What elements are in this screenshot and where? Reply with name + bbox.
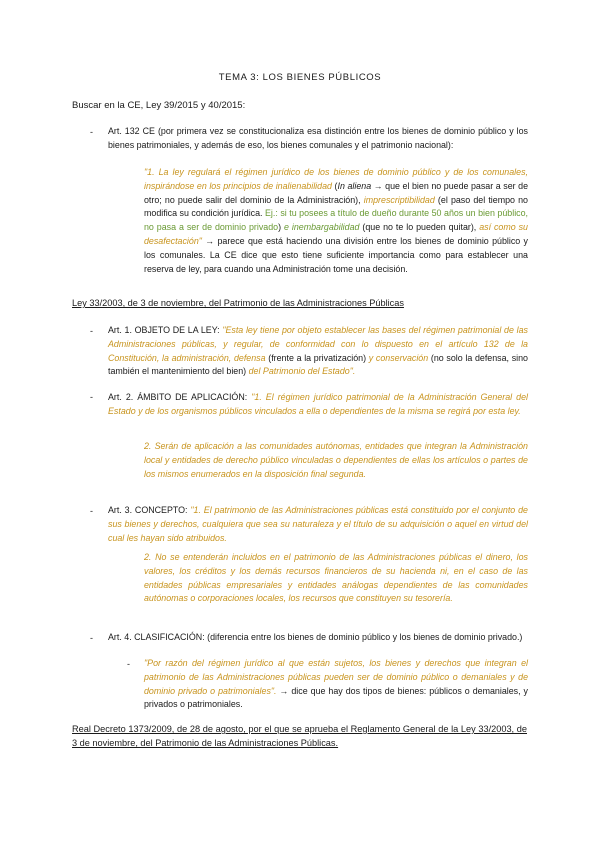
art2-quote-2: 2. Serán de aplicación a las comunidades autónomas, entidades que integran la Administración local y entidades de derecho público vinculadas o dependientes de ellas los artículos o partes de los mismos enumerados en la disposición final segunda. bbox=[144, 441, 528, 479]
art4-text bbox=[144, 657, 528, 712]
art3-label: Art. 3. CONCEPTO: bbox=[108, 505, 191, 515]
art3-quote-1: "1. El patrimonio de las Administraciones públicas está constituido por el conjunto de sus bienes y derechos, cualquiera que sea su naturaleza y el título de su adquisición o aquel en virtud del cual les hayan sido atribuidos. bbox=[108, 505, 528, 543]
list-bullet: - bbox=[90, 633, 93, 643]
art132-quote-3: así como su desafectación" bbox=[144, 222, 528, 246]
art3-quote-2: 2. No se entenderán incluidos en el patrimonio de las Administraciones públicas el dinero, los valores, los créditos y los demás recursos financieros de su hacienda ni, en el caso de las entidades públicas empresariales y entidades análogas dependientes de las comunidades autónomas o corporaciones locales, los recursos que constituyen su tesorería. bbox=[144, 552, 528, 604]
art132-quote-1: "1. La ley regulará el régimen jurídico de los bienes de dominio público y de los comunales, inspirándose en los principios de inalienabilidad bbox=[144, 167, 528, 191]
art132-lead: Art. 132 CE (por primera vez se constitucionaliza esa distinción entre los bienes de dominio público y los bienes patrimoniales, y además de eso, los bienes comunales y el patrimonio nacional): bbox=[108, 126, 528, 150]
list-bullet: - bbox=[90, 127, 93, 137]
list-bullet: - bbox=[90, 506, 93, 516]
art132-note-5: → parece que está haciendo una división entre los bienes de dominio público y los comunales. La CE dice que esto tiene suficiente importancia como para establecer una reserva de ley, para cuando una Administración tome una decisión. bbox=[144, 235, 528, 274]
art1-label: Art. 1. OBJETO DE LA LEY: bbox=[108, 325, 223, 335]
art3-text bbox=[108, 504, 528, 545]
art4-lead: Art. 4. CLASIFICACIÓN: (diferencia entre los bienes de dominio público y los bienes de dominio privado.) bbox=[108, 632, 523, 642]
art1-text bbox=[108, 324, 528, 379]
list-subbullet: - bbox=[127, 659, 130, 669]
art4-quote-1: "Por razón del régimen jurídico al que están sujetos, los bienes y derechos que integran el patrimonio de las Administraciones públicas pueden ser de dominio público o demaniales y de dominio privado o patrimoniales". bbox=[144, 658, 528, 696]
art4-note-1: → dice que hay dos tipos de bienes: públicos o demaniales, y privados o patrimoniales. bbox=[144, 685, 528, 710]
art2-label: Art. 2. ÁMBITO DE APLICACIÓN: bbox=[108, 392, 252, 402]
art1-quote-2: y conservación bbox=[368, 352, 429, 363]
intro-line: Buscar en la CE, Ley 39/2015 y 40/2015: bbox=[72, 100, 246, 111]
art1-note-2: (no solo la defensa, sino también el mantenimiento del bien) bbox=[108, 352, 528, 377]
art1-note-1: (frente a la privatización) bbox=[265, 352, 369, 363]
art2-quote-1: "1. El régimen jurídico patrimonial de la Administración General del Estado y de los organismos públicos vinculados a ella o dependientes de la misma se regirá por esta ley. bbox=[108, 392, 528, 416]
art132-note-1b: → que el bien no puede pasar a ser de otro; no puede salir del dominio de la Administración), bbox=[144, 180, 529, 205]
art1-quote-3: del Patrimonio del Estado". bbox=[248, 366, 356, 377]
art132-note-3: ) bbox=[278, 222, 284, 233]
art132-note-4: (que no te lo pueden quitar), bbox=[359, 222, 480, 233]
art132-note-1: ( bbox=[331, 180, 338, 191]
art2-text bbox=[108, 391, 528, 419]
page-title: TEMA 3: LOS BIENES PÚBLICOS bbox=[218, 72, 382, 83]
list-bullet: - bbox=[90, 392, 93, 402]
art132-green-2: e inembargabilidad bbox=[283, 222, 360, 233]
list-bullet: - bbox=[90, 326, 93, 336]
section-heading-ley: Ley 33/2003, de 3 de noviembre, del Patrimonio de las Administraciones Públicas bbox=[72, 298, 404, 308]
art132-example: Ej.: si tu posees a título de dueño durante 50 años un bien público, no pasa a ser de dominio privado bbox=[144, 208, 528, 233]
section-heading-rd: Real Decreto 1373/2009, de 28 de agosto, por el que se aprueba el Reglamento General de la Ley 33/2003, de 3 de noviembre, del Patrimonio de las Administraciones Públicas. bbox=[72, 724, 527, 748]
art132-note-1-italic: In aliena bbox=[337, 180, 372, 191]
art132-note-2: (el paso del tiempo no modifica su condición jurídica. bbox=[144, 194, 528, 219]
art1-quote-1: "Esta ley tiene por objeto establecer las bases del régimen patrimonial de las Administraciones públicas, y regular, de conformidad con lo dispuesto en el artículo 132 de la Constitución, la administración, defensa bbox=[108, 325, 528, 363]
art132-quote-2: imprescriptibilidad bbox=[363, 194, 435, 205]
art132-quote bbox=[144, 166, 528, 276]
